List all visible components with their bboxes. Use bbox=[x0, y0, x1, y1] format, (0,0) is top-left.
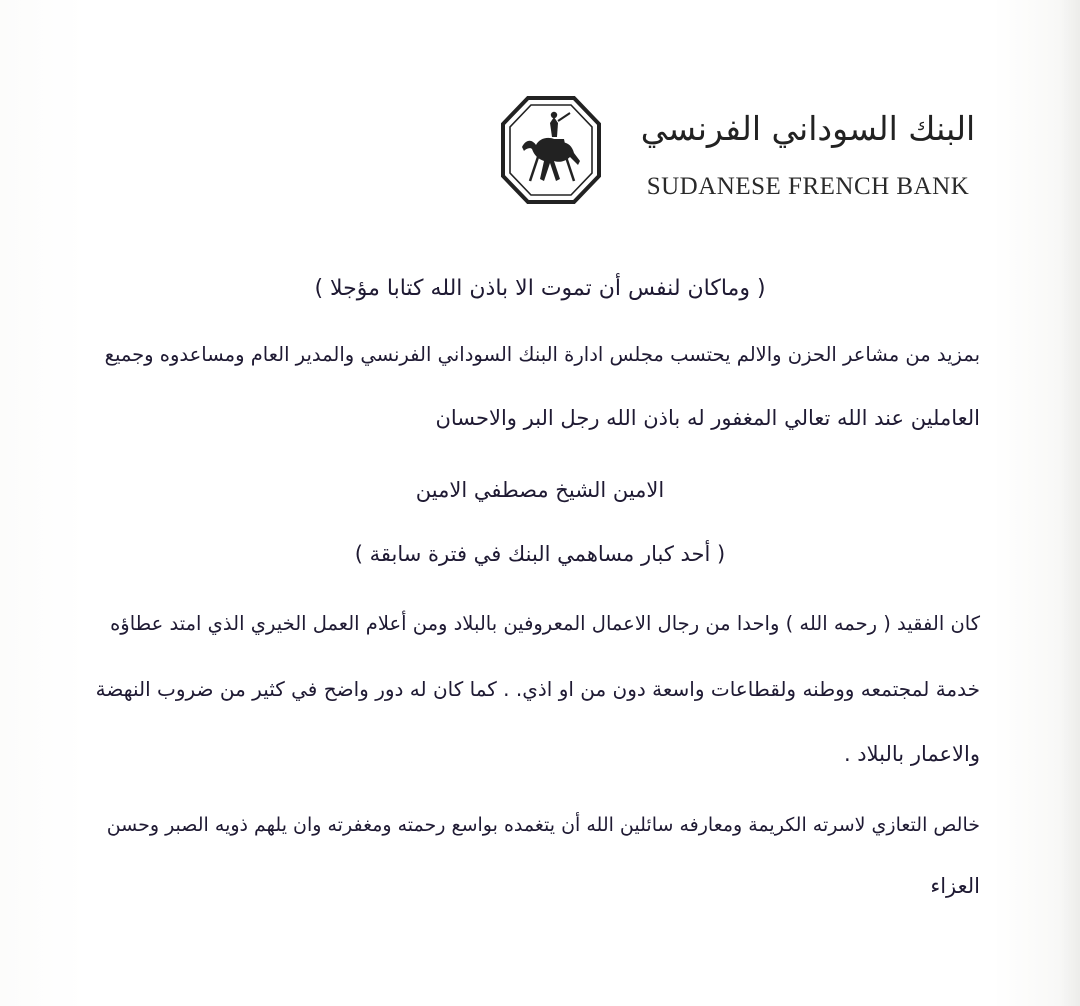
deceased-role: ( أحد كبار مساهمي البنك في فترة سابقة ) bbox=[354, 542, 726, 566]
deceased-name: الامين الشيخ مصطفي الامين bbox=[415, 478, 665, 502]
opening-line-2: العاملين عند الله تعالي المغفور له باذن الله رجل البر والاحسان bbox=[435, 406, 980, 430]
page-edge-shadow bbox=[1058, 0, 1080, 1006]
quran-verse: ( وماكان لنفس أن تموت الا باذن الله كتابا مؤجلا ) bbox=[314, 276, 766, 301]
bio-line-1: كان الفقيد ( رحمه الله ) واحدا من رجال الاعمال المعروفين بالبلاد ومن أعلام العمل الخيري الذي امتد عطاؤه bbox=[110, 612, 980, 635]
bio-line-3: والاعمار بالبلاد . bbox=[843, 742, 980, 766]
bank-name-english: SUDANESE FRENCH BANK bbox=[646, 173, 970, 200]
bio-line-2: خدمة لمجتمعه ووطنه ولقطاعات واسعة دون من او اذي. . كما كان له دور واضح في كثير من ضروب النهضة bbox=[95, 677, 980, 701]
bank-name-arabic: البنك السوداني الفرنسي bbox=[640, 109, 976, 148]
condolence-line-2: العزاء bbox=[930, 874, 980, 898]
camel-rider-emblem-icon bbox=[500, 95, 602, 205]
opening-line-1: بمزيد من مشاعر الحزن والالم يحتسب مجلس ادارة البنك السوداني الفرنسي والمدير العام ومساعدوه وجميع bbox=[104, 343, 980, 366]
condolence-line-1: خالص التعازي لاسرته الكريمة ومعارفه سائلين الله أن يتغمده بواسع رحمته ومغفرته وان يلهم ذويه الصبر وحسن bbox=[106, 814, 980, 836]
